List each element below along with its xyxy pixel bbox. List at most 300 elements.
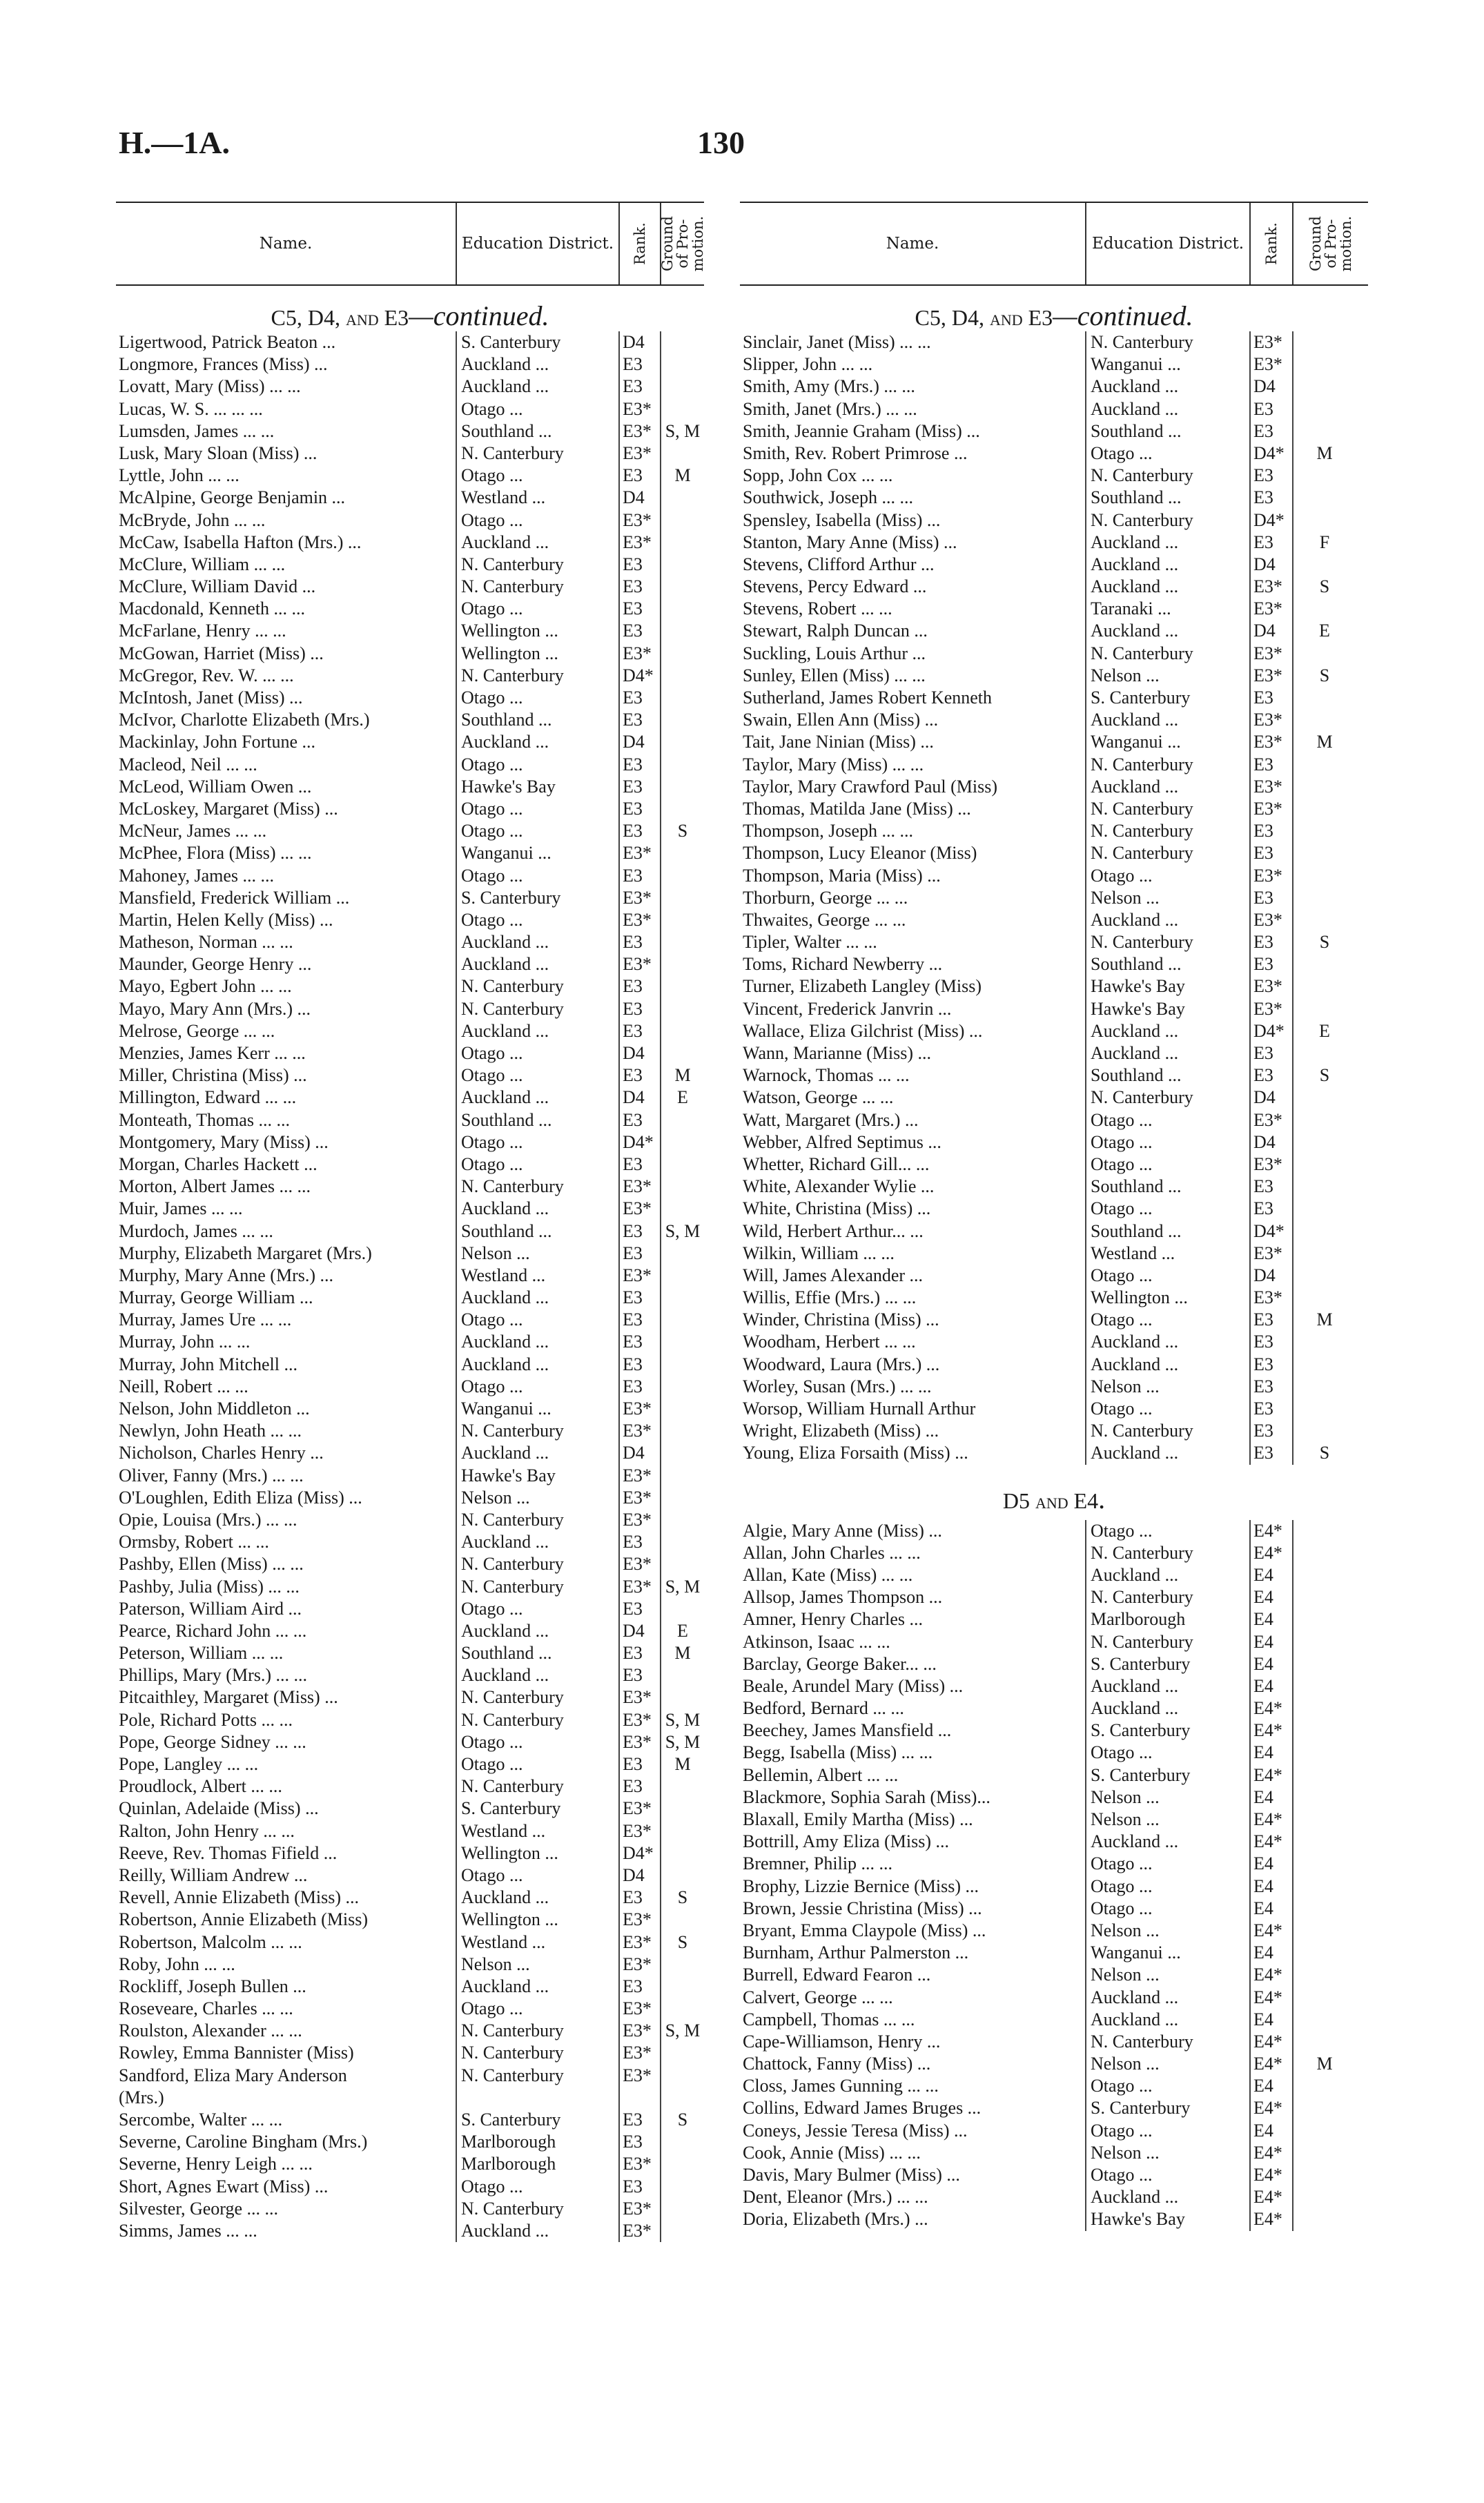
section-grades: C5, D4, and E3 bbox=[271, 305, 409, 330]
cell-name: Watson, George ... ... bbox=[743, 1087, 894, 1108]
cell-district: Nelson ... bbox=[1091, 1376, 1160, 1396]
table-row bbox=[116, 1354, 704, 1376]
table-row bbox=[740, 1331, 1368, 1353]
table-row bbox=[116, 709, 704, 731]
cell-rank: E3* bbox=[623, 398, 652, 419]
cell-rank: D4 bbox=[623, 1087, 645, 1108]
cell-district: N. Canterbury bbox=[461, 2020, 564, 2041]
table-row bbox=[116, 398, 704, 420]
cell-name: Slipper, John ... ... bbox=[743, 354, 873, 375]
cell-ground: M bbox=[674, 1754, 691, 1774]
cell-name: Thompson, Lucy Eleanor (Miss) bbox=[743, 843, 977, 864]
table-row bbox=[740, 865, 1368, 887]
cell-rank: E3* bbox=[1253, 1153, 1282, 1174]
cell-district: Auckland ... bbox=[1091, 776, 1179, 797]
cell-district: S. Canterbury bbox=[1091, 2098, 1191, 2119]
cell-district: Otago ... bbox=[461, 2176, 523, 2197]
cell-district: Wellington ... bbox=[461, 621, 558, 641]
cell-name: Sercombe, Walter ... ... bbox=[119, 2110, 283, 2130]
cell-rank: E3* bbox=[623, 420, 652, 441]
cell-rank: E4 bbox=[1253, 1898, 1273, 1918]
cell-rank: E3 bbox=[623, 1020, 643, 1041]
cell-district: Otago ... bbox=[461, 1309, 523, 1330]
table-row bbox=[740, 1020, 1368, 1042]
cell-district: Hawke's Bay bbox=[1091, 2209, 1185, 2230]
cell-name: Bellemin, Albert ... ... bbox=[743, 1764, 899, 1785]
cell-name: Sandford, Eliza Mary Anderson bbox=[119, 2065, 347, 2085]
cell-ground: M bbox=[1316, 2054, 1333, 2074]
cell-name: Dent, Eleanor (Mrs.) ... ... bbox=[743, 2187, 928, 2208]
table-row bbox=[740, 2097, 1368, 2119]
table-row bbox=[740, 1287, 1368, 1309]
cell-district: Wanganui ... bbox=[1091, 1942, 1181, 1963]
cell-district: N. Canterbury bbox=[461, 976, 564, 997]
cell-name: Atkinson, Isaac ... ... bbox=[743, 1631, 890, 1652]
table-row bbox=[116, 1087, 704, 1109]
cell-name: McLeod, William Owen ... bbox=[119, 776, 312, 797]
right-rows-2 bbox=[740, 1520, 1368, 2231]
cell-rank: E3* bbox=[623, 954, 652, 975]
table-row bbox=[116, 2131, 704, 2153]
table-row bbox=[116, 2109, 704, 2131]
cell-ground: F bbox=[1319, 532, 1330, 552]
cell-district: N. Canterbury bbox=[1091, 509, 1193, 530]
cell-name: Smith, Jeannie Graham (Miss) ... bbox=[743, 420, 980, 441]
cell-name: Lumsden, James ... ... bbox=[119, 420, 275, 441]
cell-district: Auckland ... bbox=[1091, 1675, 1179, 1696]
section-heading bbox=[740, 286, 1368, 331]
cell-name: Blackmore, Sophia Sarah (Miss)... bbox=[743, 1786, 990, 1807]
table-row bbox=[116, 620, 704, 642]
cell-district: Auckland ... bbox=[461, 954, 549, 975]
cell-name: Murray, John Mitchell ... bbox=[119, 1354, 297, 1374]
table-row bbox=[116, 1620, 704, 1642]
cell-rank: D4* bbox=[1253, 1020, 1285, 1041]
cell-rank: E3 bbox=[623, 688, 643, 708]
section-continued: —continued. bbox=[1053, 300, 1193, 331]
table-row bbox=[116, 1198, 704, 1220]
table-row bbox=[740, 1853, 1368, 1875]
cell-rank: E3 bbox=[1253, 754, 1273, 775]
cell-rank: E3 bbox=[623, 2110, 643, 2130]
cell-name: Roby, John ... ... bbox=[119, 1954, 235, 1974]
table-row bbox=[740, 2031, 1368, 2053]
table-row bbox=[116, 1709, 704, 1731]
cell-name: O'Loughlen, Edith Eliza (Miss) ... bbox=[119, 1487, 362, 1508]
cell-rank: E4* bbox=[1253, 2209, 1282, 2230]
cell-rank: D4 bbox=[1253, 1087, 1276, 1108]
cell-name: Calvert, George ... ... bbox=[743, 1987, 893, 2007]
cell-name: Short, Agnes Ewart (Miss) ... bbox=[119, 2176, 329, 2197]
cell-district: Westland ... bbox=[461, 1931, 546, 1952]
table-row bbox=[740, 754, 1368, 776]
cell-rank: E4 bbox=[1253, 1653, 1273, 1674]
table-row bbox=[740, 2120, 1368, 2142]
table-row bbox=[116, 643, 704, 665]
cell-name: Mayo, Egbert John ... ... bbox=[119, 976, 292, 997]
table-header bbox=[116, 202, 707, 286]
cell-name: Thompson, Joseph ... ... bbox=[743, 821, 913, 841]
table-row bbox=[740, 1398, 1368, 1420]
cell-rank: E3* bbox=[623, 1421, 652, 1441]
cell-rank: E4 bbox=[1253, 1631, 1273, 1652]
cell-name: Brown, Jessie Christina (Miss) ... bbox=[743, 1898, 982, 1918]
page-number: 130 bbox=[697, 125, 745, 160]
cell-rank: E3* bbox=[623, 2220, 652, 2241]
table-row bbox=[116, 842, 704, 864]
table-row bbox=[740, 2164, 1368, 2186]
table-row bbox=[116, 1931, 704, 1954]
table-row bbox=[116, 820, 704, 842]
table-row bbox=[116, 1976, 704, 1998]
cell-rank: E3 bbox=[623, 554, 643, 574]
cell-name: Simms, James ... ... bbox=[119, 2220, 257, 2241]
cell-rank: E3 bbox=[623, 576, 643, 597]
cell-rank: E4* bbox=[1253, 2031, 1282, 2052]
cell-name: Pashby, Ellen (Miss) ... ... bbox=[119, 1554, 304, 1575]
cell-district: Auckland ... bbox=[461, 2220, 549, 2241]
cell-name: Davis, Mary Bulmer (Miss) ... bbox=[743, 2165, 960, 2185]
cell-name: Burrell, Edward Fearon ... bbox=[743, 1965, 931, 1985]
cell-district: Otago ... bbox=[1091, 1153, 1153, 1174]
table-row bbox=[740, 1243, 1368, 1265]
cell-name: Pitcaithley, Margaret (Miss) ... bbox=[119, 1687, 338, 1708]
cell-district: S. Canterbury bbox=[461, 2110, 561, 2130]
cell-name: Millington, Edward ... ... bbox=[119, 1087, 297, 1108]
table-row bbox=[740, 1720, 1368, 1742]
cell-rank: E4 bbox=[1253, 1742, 1273, 1763]
table-row bbox=[740, 1697, 1368, 1720]
table-row bbox=[740, 1653, 1368, 1675]
cell-rank: E3 bbox=[1253, 487, 1273, 508]
table-row bbox=[740, 820, 1368, 842]
cell-name: Thompson, Maria (Miss) ... bbox=[743, 865, 941, 886]
cell-name: Bedford, Bernard ... ... bbox=[743, 1698, 904, 1719]
cell-name: Wallace, Eliza Gilchrist (Miss) ... bbox=[743, 1020, 983, 1041]
cell-district: Auckland ... bbox=[461, 1354, 549, 1374]
cell-name: Thwaites, George ... ... bbox=[743, 909, 906, 930]
cell-district: Auckland ... bbox=[1091, 1332, 1179, 1352]
cell-district: Otago ... bbox=[461, 1864, 523, 1885]
cell-district: Otago ... bbox=[461, 598, 523, 619]
table-row bbox=[116, 731, 704, 753]
table-row bbox=[740, 353, 1368, 376]
cell-district: N. Canterbury bbox=[461, 576, 564, 597]
cell-name: Stevens, Clifford Arthur ... bbox=[743, 554, 935, 574]
table-row bbox=[116, 1376, 704, 1398]
cell-district: Otago ... bbox=[1091, 1309, 1153, 1330]
left-column bbox=[116, 202, 707, 2242]
table-row bbox=[116, 2042, 704, 2064]
cell-name: Lovatt, Mary (Miss) ... ... bbox=[119, 376, 301, 397]
cell-rank: E4* bbox=[1253, 1987, 1282, 2007]
table-row bbox=[116, 1642, 704, 1664]
cell-ground: S, M bbox=[665, 1709, 701, 1730]
cell-name: Smith, Amy (Mrs.) ... ... bbox=[743, 376, 915, 397]
cell-name: McCaw, Isabella Hafton (Mrs.) ... bbox=[119, 532, 362, 552]
cell-district: N. Canterbury bbox=[461, 442, 564, 463]
cell-rank: E3 bbox=[623, 1887, 643, 1908]
cell-district: Auckland ... bbox=[1091, 2009, 1179, 2029]
cell-name: Martin, Helen Kelly (Miss) ... bbox=[119, 909, 333, 930]
cell-name: Willis, Effie (Mrs.) ... ... bbox=[743, 1287, 917, 1308]
cell-name: Newlyn, John Heath ... ... bbox=[119, 1421, 302, 1441]
cell-district: Nelson ... bbox=[1091, 2054, 1160, 2074]
cell-name: Montgomery, Mary (Miss) ... bbox=[119, 1131, 329, 1152]
cell-rank: E3 bbox=[623, 1354, 643, 1374]
cell-rank: E3* bbox=[1253, 332, 1282, 352]
cell-rank: E3* bbox=[1253, 1287, 1282, 1308]
cell-name: Woodham, Herbert ... ... bbox=[743, 1332, 916, 1352]
cell-name: Severne, Henry Leigh ... ... bbox=[119, 2154, 313, 2174]
table-row bbox=[116, 420, 704, 442]
cell-rank: E4* bbox=[1253, 2142, 1282, 2163]
cell-district: Hawke's Bay bbox=[461, 776, 556, 797]
cell-rank: E3 bbox=[623, 1287, 643, 1308]
cell-rank: E4* bbox=[1253, 1831, 1282, 1852]
table-row bbox=[116, 1553, 704, 1575]
table-row bbox=[740, 398, 1368, 420]
cell-district: Auckland ... bbox=[1091, 1020, 1179, 1041]
cell-district: Auckland ... bbox=[1091, 1698, 1179, 1719]
cell-rank: E3* bbox=[1253, 732, 1282, 752]
cell-rank: E3* bbox=[1253, 665, 1282, 685]
cell-ground: E bbox=[1319, 1020, 1330, 1041]
table-row bbox=[740, 1898, 1368, 1920]
cell-ground: S bbox=[1319, 1065, 1330, 1086]
cell-rank: D4* bbox=[1253, 1220, 1285, 1241]
cell-name: Closs, James Gunning ... ... bbox=[743, 2076, 939, 2096]
cell-rank: E3 bbox=[623, 2132, 643, 2152]
table-row bbox=[116, 1954, 704, 1976]
cell-ground: S, M bbox=[665, 1731, 701, 1752]
cell-rank: E3 bbox=[623, 798, 643, 819]
cell-district: Auckland ... bbox=[461, 1287, 549, 1308]
cell-rank: E3* bbox=[623, 2065, 652, 2085]
cell-rank: E4 bbox=[1253, 1942, 1273, 1963]
table-row bbox=[740, 598, 1368, 620]
cell-rank: D4* bbox=[1253, 509, 1285, 530]
cell-district: Auckland ... bbox=[461, 1887, 549, 1908]
table-row bbox=[116, 2153, 704, 2175]
right-rows-1 bbox=[740, 331, 1368, 1465]
cell-name: Allan, John Charles ... ... bbox=[743, 1542, 921, 1563]
cell-district: Auckland ... bbox=[461, 354, 549, 375]
table-row bbox=[116, 909, 704, 931]
cell-name: Worley, Susan (Mrs.) ... ... bbox=[743, 1376, 932, 1396]
table-row bbox=[740, 1042, 1368, 1064]
cell-name: Worsop, William Hurnall Arthur bbox=[743, 1399, 976, 1419]
cell-name: Woodward, Laura (Mrs.) ... bbox=[743, 1354, 940, 1374]
table-row bbox=[740, 1109, 1368, 1131]
table-row bbox=[116, 953, 704, 975]
cell-district: Auckland ... bbox=[1091, 1987, 1179, 2007]
cell-district: Auckland ... bbox=[1091, 398, 1179, 419]
table-row bbox=[116, 1109, 704, 1131]
cell-name: Thomas, Matilda Jane (Miss) ... bbox=[743, 798, 971, 819]
table-row bbox=[740, 1675, 1368, 1697]
cell-rank: E3* bbox=[1253, 598, 1282, 619]
cell-rank: E3* bbox=[1253, 1243, 1282, 1263]
cell-ground: E bbox=[677, 1620, 688, 1641]
table-row bbox=[740, 1064, 1368, 1087]
cell-name: Stewart, Ralph Duncan ... bbox=[743, 621, 928, 641]
cell-district: Southland ... bbox=[1091, 1220, 1182, 1241]
table-row bbox=[116, 1820, 704, 1842]
table-row bbox=[116, 487, 704, 509]
cell-name: Taylor, Mary Crawford Paul (Miss) bbox=[743, 776, 998, 797]
cell-ground: S bbox=[1319, 932, 1330, 953]
cell-name: Opie, Louisa (Mrs.) ... ... bbox=[119, 1509, 297, 1530]
cell-rank: E3 bbox=[1253, 688, 1273, 708]
cell-rank: E3 bbox=[1253, 420, 1273, 441]
cell-name: Murray, John ... ... bbox=[119, 1332, 251, 1352]
cell-district: Southland ... bbox=[461, 710, 552, 730]
cell-district: Westland ... bbox=[1091, 1243, 1175, 1263]
cell-rank: E3 bbox=[623, 1532, 643, 1552]
cell-district: S. Canterbury bbox=[461, 887, 561, 908]
cell-rank: E3* bbox=[1253, 798, 1282, 819]
cell-rank: E4 bbox=[1253, 2076, 1273, 2096]
cell-name: Mahoney, James ... ... bbox=[119, 865, 275, 886]
cell-rank: E3 bbox=[623, 354, 643, 375]
cell-name: Southwick, Joseph ... ... bbox=[743, 487, 913, 508]
cell-name: Nelson, John Middleton ... bbox=[119, 1399, 310, 1419]
cell-name: Murdoch, James ... ... bbox=[119, 1220, 273, 1241]
cell-name: Tait, Jane Ninian (Miss) ... bbox=[743, 732, 934, 752]
cell-rank: E3 bbox=[1253, 1399, 1273, 1419]
table-row bbox=[740, 1987, 1368, 2009]
cell-rank: E3* bbox=[623, 1687, 652, 1708]
table-row bbox=[740, 1442, 1368, 1464]
cell-district: Nelson ... bbox=[1091, 1920, 1160, 1940]
cell-name: McBryde, John ... ... bbox=[119, 509, 266, 530]
cell-name: Amner, Henry Charles ... bbox=[743, 1609, 924, 1630]
cell-name: Melrose, George ... ... bbox=[119, 1020, 275, 1041]
cell-district: Taranaki ... bbox=[1091, 598, 1171, 619]
table-row bbox=[116, 1998, 704, 2020]
table-row bbox=[116, 1042, 704, 1064]
cell-name: Whetter, Richard Gill... ... bbox=[743, 1153, 930, 1174]
cell-name: Pope, George Sidney ... ... bbox=[119, 1731, 306, 1752]
cell-name: Pope, Langley ... ... bbox=[119, 1754, 259, 1774]
cell-rank: D4 bbox=[623, 1620, 645, 1641]
cell-ground: S bbox=[1319, 576, 1330, 597]
table-row bbox=[116, 1265, 704, 1287]
cell-rank: E3* bbox=[623, 1198, 652, 1219]
table-row bbox=[740, 442, 1368, 465]
cell-name: Beechey, James Mansfield ... bbox=[743, 1720, 952, 1741]
table-row bbox=[740, 1220, 1368, 1243]
table-row bbox=[740, 1920, 1368, 1942]
cell-rank: E3* bbox=[1253, 909, 1282, 930]
cell-name: Barclay, George Baker... ... bbox=[743, 1653, 937, 1674]
cell-district: Otago ... bbox=[1091, 1131, 1153, 1152]
cell-rank: D4 bbox=[1253, 376, 1276, 397]
table-row bbox=[116, 998, 704, 1020]
cell-district: Wanganui ... bbox=[1091, 354, 1181, 375]
table-row bbox=[740, 975, 1368, 997]
table-row bbox=[116, 1775, 704, 1798]
cell-district: Westland ... bbox=[461, 487, 546, 508]
cell-district: Auckland ... bbox=[461, 1620, 549, 1641]
cell-rank: E3 bbox=[623, 1220, 643, 1241]
cell-rank: E3 bbox=[1253, 843, 1273, 864]
cell-name: Cape-Williamson, Henry ... bbox=[743, 2031, 941, 2052]
cell-name: Macdonald, Kenneth ... ... bbox=[119, 598, 306, 619]
cell-district: Otago ... bbox=[461, 1131, 523, 1152]
cell-name: Turner, Elizabeth Langley (Miss) bbox=[743, 976, 982, 997]
table-row bbox=[740, 1964, 1368, 1986]
table-row bbox=[116, 1287, 704, 1309]
cell-ground: M bbox=[1316, 732, 1333, 752]
table-row bbox=[740, 798, 1368, 820]
cell-rank: D4 bbox=[1253, 1265, 1276, 1285]
table-row bbox=[116, 865, 704, 887]
cell-district: Auckland ... bbox=[1091, 1043, 1179, 1063]
table-row bbox=[740, 776, 1368, 798]
table-row bbox=[116, 1442, 704, 1464]
table-row bbox=[116, 1598, 704, 1620]
cell-rank: E4* bbox=[1253, 1965, 1282, 1985]
table-row bbox=[740, 953, 1368, 975]
cell-district: N. Canterbury bbox=[461, 1776, 564, 1797]
cell-name: Roulston, Alexander ... ... bbox=[119, 2020, 302, 2041]
cell-district: S. Canterbury bbox=[461, 1798, 561, 1819]
cell-name: Sopp, John Cox ... ... bbox=[743, 465, 893, 486]
table-row bbox=[740, 1564, 1368, 1586]
cell-rank: E3 bbox=[623, 1065, 643, 1086]
cell-district: N. Canterbury bbox=[1091, 821, 1193, 841]
table-row bbox=[116, 776, 704, 798]
cell-district: Otago ... bbox=[1091, 2165, 1153, 2185]
cell-ground: S, M bbox=[665, 420, 701, 441]
cell-ground: S bbox=[1319, 665, 1330, 685]
table-row bbox=[116, 1887, 704, 1909]
cell-district: S. Canterbury bbox=[1091, 1653, 1191, 1674]
table-row bbox=[740, 887, 1368, 909]
cell-name: Silvester, George ... ... bbox=[119, 2198, 278, 2219]
cell-ground: M bbox=[674, 1643, 691, 1664]
cell-name: Murphy, Elizabeth Margaret (Mrs.) bbox=[119, 1243, 372, 1263]
cell-rank: E4* bbox=[1253, 1542, 1282, 1563]
cell-rank: E3 bbox=[623, 821, 643, 841]
cell-name: Peterson, William ... ... bbox=[119, 1643, 284, 1664]
cell-rank: E3 bbox=[1253, 1065, 1273, 1086]
cell-district: Nelson ... bbox=[461, 1243, 530, 1263]
cell-district: N. Canterbury bbox=[461, 1687, 564, 1708]
cell-district: N. Canterbury bbox=[1091, 1542, 1193, 1563]
cell-ground: S bbox=[677, 1887, 688, 1908]
cell-rank: D4* bbox=[623, 1842, 654, 1863]
cell-name: Watt, Margaret (Mrs.) ... bbox=[743, 1109, 919, 1130]
document-reference: H.—1A. bbox=[119, 125, 230, 160]
table-row bbox=[116, 532, 704, 554]
cell-rank: E3* bbox=[623, 1265, 652, 1285]
cell-rank: E3 bbox=[623, 1243, 643, 1263]
cell-rank: E3* bbox=[1253, 776, 1282, 797]
cell-name: Wilkin, William ... ... bbox=[743, 1243, 895, 1263]
cell-rank: E4* bbox=[1253, 1698, 1282, 1719]
cell-name: Maunder, George Henry ... bbox=[119, 954, 312, 975]
cell-district: Westland ... bbox=[461, 1265, 546, 1285]
cell-district: Auckland ... bbox=[1091, 909, 1179, 930]
table-row bbox=[116, 2020, 704, 2042]
table-row bbox=[116, 465, 704, 487]
table-row bbox=[116, 1753, 704, 1775]
cell-district: Otago ... bbox=[1091, 865, 1153, 886]
cell-district: Nelson ... bbox=[1091, 665, 1160, 685]
